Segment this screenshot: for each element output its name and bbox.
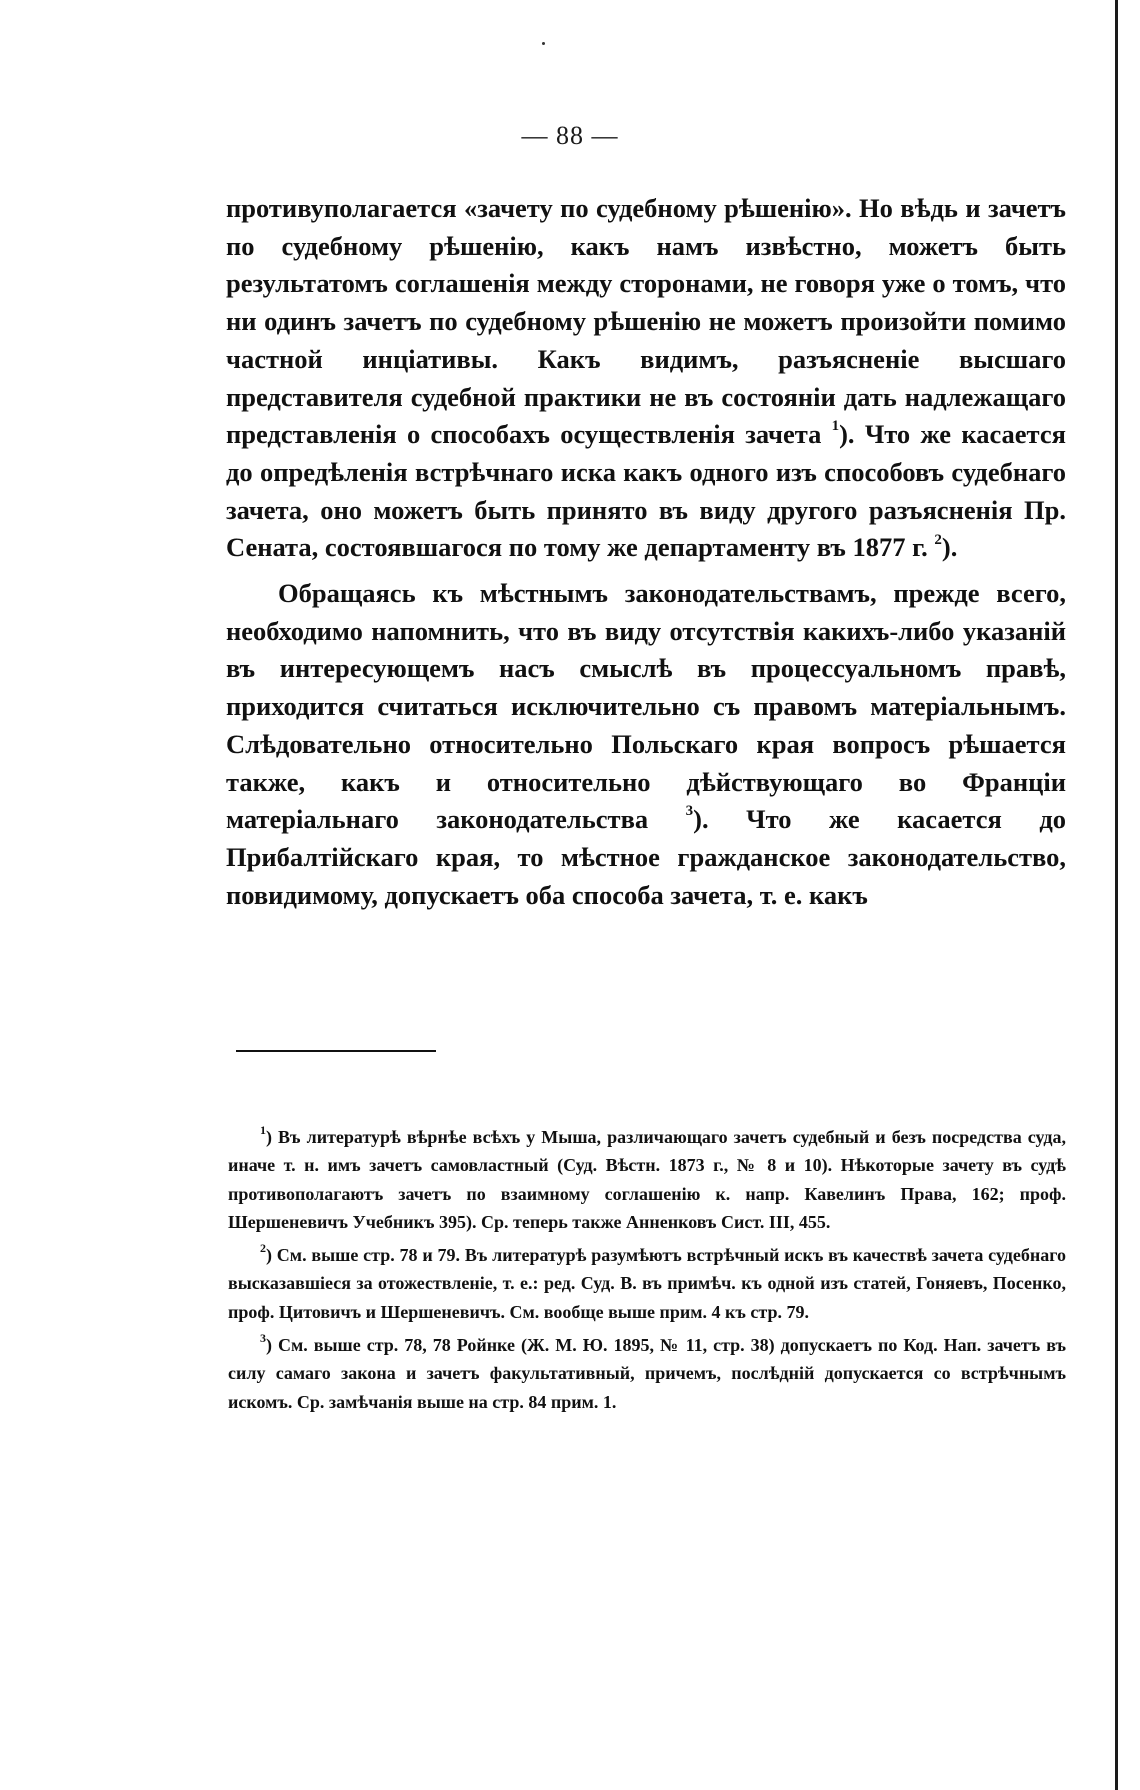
paragraph-1-text-c: ).: [941, 532, 958, 563]
paragraph-2: [226, 575, 1066, 914]
page-edge-rule: [1115, 0, 1118, 1790]
footnote-2-text: ) См. выше стр. 78 и 79. Въ литературѣ разумѣютъ встрѣчный искъ въ качествѣ зачета судебнаго высказавшіеся за отожествленіе, т. е.: ред. Суд. В. въ примѣч. къ одной изъ статей, Гоняевъ, Посенко, проф. Цитовичъ и Шершеневичъ. См. вообще выше прим. 4 къ стр. 79.: [228, 1245, 1066, 1322]
paragraph-1-text-a: противуполагается «зачету по судебному рѣшенію». Но вѣдь и зачетъ по судебному рѣшенію, какъ намъ извѣстно, можетъ быть результатомъ соглашенія между сторонами, не говоря уже о томъ, что ни одинъ зачетъ по судебному рѣшенію не можетъ произойти помимо частной инціативы. Какъ видимъ, разъясненіе высшаго представителя судебной практики не въ состояніи дать надлежащаго представленія о способахъ осуществленія зачета: [226, 193, 1066, 450]
footnote-divider: [236, 1050, 436, 1052]
footnote-3: [228, 1331, 1066, 1416]
footnote-ref-2[interactable]: 2: [934, 531, 942, 548]
footnote-2: [228, 1241, 1066, 1326]
footnote-1-marker: 1: [260, 1123, 266, 1137]
footnote-3-marker: 3: [260, 1331, 266, 1346]
print-speck: [542, 42, 545, 45]
paragraph-2-text-b: ). Что же касается до Прибалтійскаго края, то мѣстное гражданское законодательство, повидимому, допускаетъ оба способа зачета, т. е. какъ: [226, 804, 1066, 910]
paragraph-2-text-a: Обращаясь къ мѣстнымъ законодательствамъ, прежде всего, необходимо напомнить, что въ виду отсутствія какихъ-либо указаній въ интересующемъ насъ смыслѣ въ процессуальномъ правѣ, приходится считаться исключительно съ правомъ матеріальнымъ. Слѣдовательно относительно Польскаго края вопросъ рѣшается также, какъ и относительно дѣйствующаго во Франціи матеріальнаго законодательства: [226, 578, 1066, 835]
footnote-1: [228, 1123, 1066, 1236]
main-text: [226, 190, 1066, 914]
footnotes: [228, 1123, 1066, 1416]
footnote-2-marker: 2: [260, 1241, 266, 1256]
footnote-3-text: ) См. выше стр. 78, 78 Ройнке (Ж. М. Ю. 1895, № 11, стр. 38) допускаетъ по Код. Нап. зачетъ въ силу самаго закона и зачетъ факультативный, причемъ, послѣдній допускается со встрѣчнымъ искомъ. Ср. замѣчанія выше на стр. 84 прим. 1.: [228, 1335, 1066, 1412]
footnote-ref-1[interactable]: 1: [831, 418, 840, 435]
paragraph-1: [226, 190, 1066, 567]
footnote-ref-3[interactable]: 3: [685, 803, 694, 820]
footnote-1-text: ) Въ литературѣ вѣрнѣе всѣхъ у Мыша, различающаго зачетъ судебный и безъ посредства суда, иначе т. н. имъ зачетъ самовластный (Суд. Вѣстн. 1873 г., № 8 и 10). Нѣкоторые зачету въ судѣ противополагаютъ зачетъ по взаимному соглашенію к. напр. Кавелинъ Права, 162; проф. Шершеневичъ Учебникъ 395). Ср. теперь также Анненковъ Сист. III, 455.: [228, 1127, 1066, 1232]
paragraph-1-text-b: ). Что же касается до опредѣленія встрѣчнаго иска какъ одного изъ способовъ судебнаго зачета, оно можетъ быть принято въ виду другого разъясненія Пр. Сената, состоявшагося по тому же департаменту въ 1877 г.: [226, 419, 1066, 563]
page-number: — 88 —: [521, 121, 619, 150]
